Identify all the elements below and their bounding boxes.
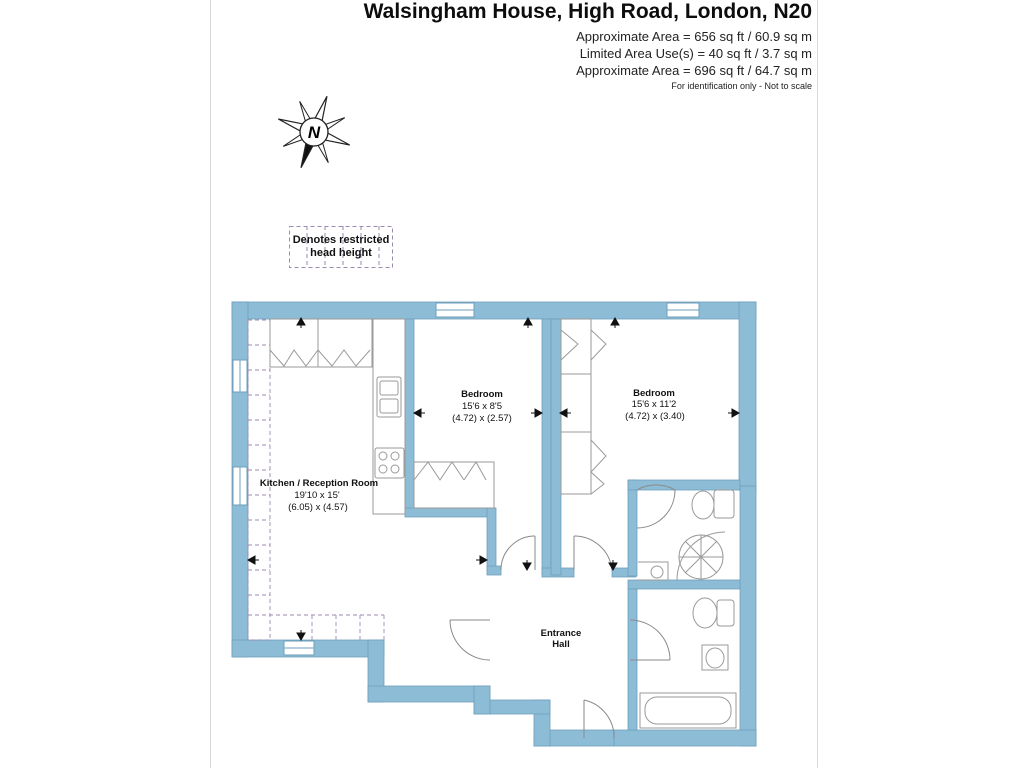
bedroom1-name: Bedroom: [461, 389, 503, 400]
kitchen-dim-imperial: 19'10 x 15': [294, 490, 340, 501]
walls: [232, 302, 756, 746]
hall-name-line-2: Hall: [552, 639, 570, 650]
hall-name-line-1: Entrance: [540, 628, 582, 639]
kitchen-name: Kitchen / Reception Room: [259, 478, 379, 489]
area-line-1: Approximate Area = 656 sq ft / 60.9 sq m: [576, 29, 812, 44]
fixtures: [270, 319, 736, 728]
bedroom2-name: Bedroom: [633, 388, 675, 399]
compass-letter: N: [307, 123, 321, 142]
bedroom1-dim-imperial: 15'6 x 8'5: [461, 401, 503, 412]
room-labels: [260, 388, 685, 650]
bedroom1-dim-metric: (4.72) x (2.57): [452, 413, 512, 424]
property-title: Walsingham House, High Road, London, N20: [363, 0, 812, 23]
legend-line-2: head height: [310, 247, 372, 259]
identification-note: For identification only - Not to scale: [671, 81, 812, 91]
area-line-3: Approximate Area = 696 sq ft / 64.7 sq m: [576, 63, 812, 78]
kitchen-dim-metric: (6.05) x (4.57): [288, 502, 348, 513]
bedroom2-dim-imperial: 15'6 x 11'2: [631, 399, 677, 410]
area-line-2: Limited Area Use(s) = 40 sq ft / 3.7 sq m: [579, 46, 812, 61]
bedroom2-dim-metric: (4.72) x (3.40): [625, 411, 685, 422]
legend-line-1: Denotes restricted: [292, 234, 390, 246]
